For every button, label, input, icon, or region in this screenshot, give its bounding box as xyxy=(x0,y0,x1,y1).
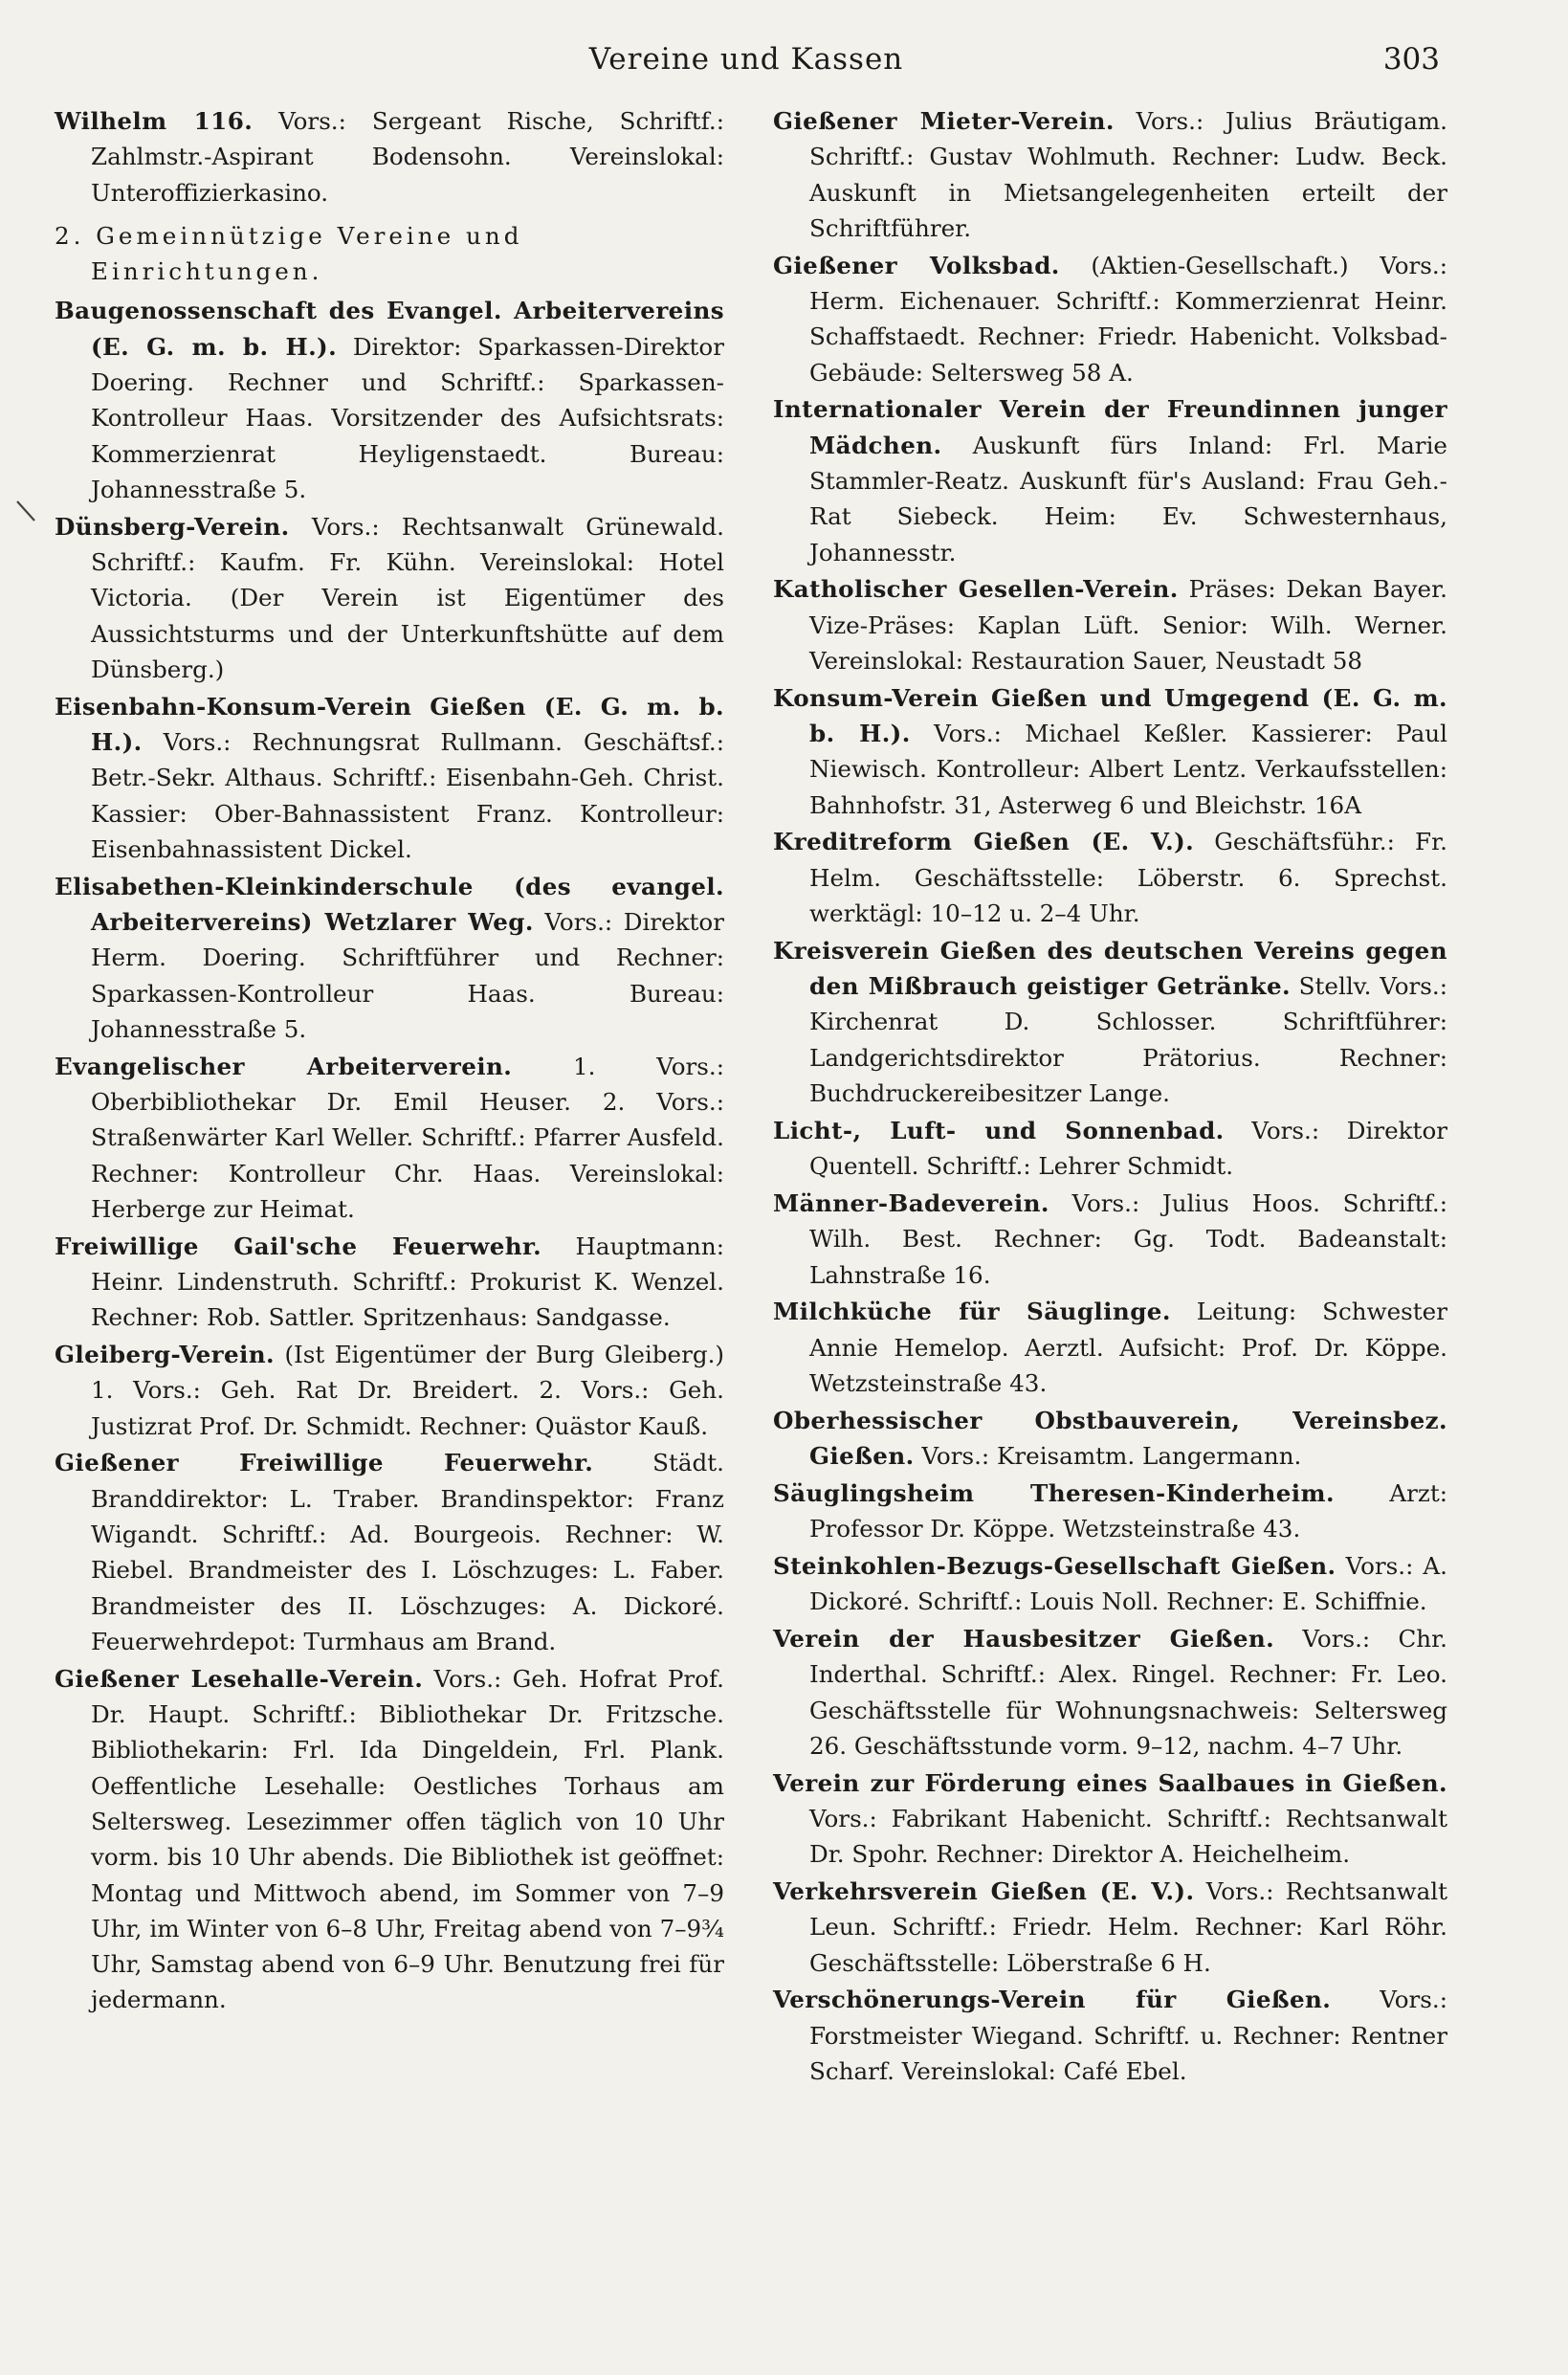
section-heading: 2. Gemeinnützige Vereine und Einrichtungen. xyxy=(55,221,523,286)
page-header xyxy=(53,42,1440,84)
entry-details: Direktor: Sparkassen-Direktor Doering. Rechner und Schriftf.: Sparkassen-Kontrolleur Haas. Vorsitzender des Aufsichtsrats: Kommerzienrat Heyligenstaedt. Bureau: Johannesstraße 5. xyxy=(91,332,724,503)
entry-name: Kreisverein Gießen des deutschen Vereins gegen den Mißbrauch geistiger Getränke. xyxy=(773,936,1447,1001)
entry-details: Vors.: Rechtsanwalt Leun. Schriftf.: Friedr. Helm. Rechner: Karl Röhr. Geschäftsstelle: Löberstraße 6 H. xyxy=(809,1877,1447,1977)
entry-details: Vors.: Direktor Herm. Doering. Schriftführer und Rechner: Sparkassen-Kontrolleur Haas. Bureau: Johannesstraße 5. xyxy=(91,908,724,1043)
entry-details: Präses: Dekan Bayer. Vize-Präses: Kaplan Lüft. Senior: Wilh. Werner. Vereinslokal: Restauration Sauer, Neustadt 58 xyxy=(809,575,1447,675)
directory-entry xyxy=(773,1403,1447,1475)
directory-entry xyxy=(55,869,724,1047)
left-column xyxy=(55,103,724,2019)
directory-entry xyxy=(55,1661,724,2018)
right-column xyxy=(773,103,1447,2091)
entry-details: Vors.: Geh. Hofrat Prof. Dr. Haupt. Schriftf.: Bibliothekar Dr. Fritzsche. Bibliothekarin: Frl. Ida Dingeldein, Frl. Plank. Oeffentliche Lesehalle: Oestliches Torhaus am Seltersweg. Lesezimmer offen täglich von 10 Uhr vorm. bis 10 Uhr abends. Die Bibliothek ist geöffnet: Montag und Mittwoch abend, im Sommer von 7–9 Uhr, im Winter von 6–8 Uhr, Freitag abend von 7–9¾ Uhr, Samstag abend von 6–9 Uhr. Benutzung frei für jedermann. xyxy=(91,1664,725,2014)
directory-entry xyxy=(773,248,1447,390)
directory-entry xyxy=(773,1113,1447,1185)
directory-entry xyxy=(773,1476,1447,1547)
directory-entry xyxy=(773,1874,1447,1981)
entry-details: Vors.: Rechnungsrat Rullmann. Geschäftsf.: Betr.-Sekr. Althaus. Schriftf.: Eisenbahn-Geh. Christ. Kassier: Ober-Bahnassistent Franz. Kontrolleur: Eisenbahnassistent Dickel. xyxy=(91,728,724,863)
entry-name: Freiwillige Gail'sche Feuerwehr. xyxy=(55,1232,542,1260)
entry-details: Vors.: A. Dickoré. Schriftf.: Louis Noll. Rechner: E. Schiffnie. xyxy=(809,1551,1447,1616)
running-title: Vereine und Kassen xyxy=(588,42,904,77)
entry-details: Vors.: Chr. Inderthal. Schriftf.: Alex. Ringel. Rechner: Fr. Leo. Geschäftsstelle für Wohnungsnachweis: Seltersweg 26. Geschäftsstunde vorm. 9–12, nachm. 4–7 Uhr. xyxy=(809,1624,1447,1760)
directory-entry xyxy=(773,103,1447,246)
entry-details: (Aktien-Gesellschaft.) Vors.: Herm. Eichenauer. Schriftf.: Kommerzienrat Heinr. Schaffstaedt. Rechner: Friedr. Habenicht. Volksbad-Gebäude: Seltersweg 58 A. xyxy=(809,251,1447,387)
entry-name: Männer-Badeverein. xyxy=(773,1188,1049,1217)
entry-details: Vors.: Rechtsanwalt Grünewald. Schriftf.: Kaufm. Fr. Kühn. Vereinslokal: Hotel Victoria. (Der Verein ist Eigentümer des Aussichtsturms und der Unterkunftshütte auf dem Dünsberg.) xyxy=(91,512,724,683)
pencil-mark-icon xyxy=(13,498,42,526)
directory-entry xyxy=(773,1548,1447,1620)
directory-entry xyxy=(773,680,1447,823)
entry-details: Hauptmann: Heinr. Lindenstruth. Schriftf.: Prokurist K. Wenzel. Rechner: Rob. Sattler. Spritzenhaus: Sandgasse. xyxy=(91,1232,725,1332)
directory-entry xyxy=(55,1445,724,1659)
directory-entry xyxy=(773,391,1447,569)
entry-name: Verein zur Förderung eines Saalbaues in Gießen. xyxy=(773,1768,1447,1797)
entry-name: Kreditreform Gießen (E. V.). xyxy=(773,828,1195,856)
entry-name: Wilhelm 116. xyxy=(55,107,254,135)
entry-name: Säuglingsheim Theresen-Kinderheim. xyxy=(773,1478,1335,1507)
entry-name: Verkehrsverein Gießen (E. V.). xyxy=(773,1877,1195,1906)
directory-entry xyxy=(773,1765,1447,1873)
directory-entry xyxy=(773,1982,1447,2089)
entry-details: Stellv. Vors.: Kirchenrat D. Schlosser. Schriftführer: Landgerichtsdirektor Prätorius. Rechner: Buchdruckereibesitzer Lange. xyxy=(809,972,1447,1108)
directory-entry xyxy=(55,1337,724,1444)
directory-entry xyxy=(55,1229,724,1336)
entry-details: Vors.: Julius Hoos. Schriftf.: Wilh. Best. Rechner: Gg. Todt. Badeanstalt: Lahnstraße 16. xyxy=(809,1188,1447,1289)
entry-name: Internationaler Verein der Freundinnen junger Mädchen. xyxy=(773,395,1447,459)
entry-name: Verschönerungs-Verein für Gießen. xyxy=(773,1986,1332,2014)
entry-details: Auskunft fürs Inland: Frl. Marie Stammler-Reatz. Auskunft für's Ausland: Frau Geh.-Rat Siebeck. Heim: Ev. Schwesternhaus, Johannesstr. xyxy=(809,431,1447,566)
entry-name: Konsum-Verein Gießen und Umgegend (E. G. m. b. H.). xyxy=(773,683,1447,748)
entry-name: Evangelischer Arbeiterverein. xyxy=(55,1052,513,1080)
directory-entry xyxy=(773,1621,1447,1764)
directory-entry xyxy=(55,1049,724,1227)
entry-details: Vors.: Julius Bräutigam. Schriftf.: Gustav Wohlmuth. Rechner: Ludw. Beck. Auskunft in Mietsangelegenheiten erteilt der Schriftführer. xyxy=(809,107,1448,242)
entry-details: Arzt: Professor Dr. Köppe. Wetzsteinstraße 43. xyxy=(809,1478,1447,1543)
entry-details: 1. Vors.: Oberbibliothekar Dr. Emil Heuser. 2. Vors.: Straßenwärter Karl Weller. Schriftf.: Pfarrer Ausfeld. Rechner: Kontrolleur Chr. Haas. Vereinslokal: Herberge zur Heimat. xyxy=(91,1052,724,1223)
directory-entry xyxy=(55,293,724,507)
entry-details: Geschäftsführ.: Fr. Helm. Geschäftsstelle: Löberstr. 6. Sprechst. werktägl: 10–12 u. 2–4 Uhr. xyxy=(809,828,1447,928)
entry-details: Vors.: Michael Keßler. Kassierer: Paul Niewisch. Kontrolleur: Albert Lentz. Verkaufsstellen: Bahnhofstr. 31, Asterweg 6 und Bleichstr. 16A xyxy=(809,720,1447,819)
entry-name: Gleiberg-Verein. xyxy=(55,1341,276,1369)
directory-entry xyxy=(773,933,1447,1111)
directory-entry xyxy=(773,1186,1447,1293)
entry-name: Gießener Mieter-Verein. xyxy=(773,107,1115,135)
entry-name: Oberhessischer Obstbauverein, Vereinsbez. Gießen. xyxy=(773,1406,1447,1470)
entry-details: (Ist Eigentümer der Burg Gleiberg.) 1. Vors.: Geh. Rat Dr. Breidert. 2. Vors.: Geh. Justizrat Prof. Dr. Schmidt. Rechner: Quästor Kauß. xyxy=(91,1341,724,1440)
entry-name: Verein der Hausbesitzer Gießen. xyxy=(773,1624,1275,1653)
entry-name: Gießener Freiwillige Feuerwehr. xyxy=(55,1449,594,1477)
directory-entry xyxy=(773,571,1447,678)
entry-name: Elisabethen-Kleinkinderschule (des evangel. Arbeitervereins) Wetzlarer Weg. xyxy=(55,872,724,937)
page-number: 303 xyxy=(1382,42,1440,77)
entry-name: Dünsberg-Verein. xyxy=(55,512,290,541)
entry-details: Vors.: Kreisamtm. Langermann. xyxy=(914,1441,1302,1470)
entry-details: Vors.: Fabrikant Habenicht. Schriftf.: Rechtsanwalt Dr. Spohr. Rechner: Direktor A. Heichelheim. xyxy=(809,1804,1447,1869)
directory-entry xyxy=(773,1294,1447,1401)
entry-name: Gießener Volksbad. xyxy=(773,251,1060,279)
entry-name: Katholischer Gesellen-Verein. xyxy=(773,575,1179,604)
entry-name: Steinkohlen-Bezugs-Gesellschaft Gießen. xyxy=(773,1551,1336,1580)
directory-entry xyxy=(55,689,724,867)
entry-name: Eisenbahn-Konsum-Verein Gießen (E. G. m. b. H.). xyxy=(55,692,724,757)
entry-details: Städt. Branddirektor: L. Traber. Brandinspektor: Franz Wigandt. Schriftf.: Ad. Bourgeois. Rechner: W. Riebel. Brandmeister des I. Löschzuges: L. Faber. Brandmeister des II. Löschzuges: A. Dickoré. Feuerwehrdepot: Turmhaus am Brand. xyxy=(91,1449,725,1655)
entry-details: Vors.: Direktor Quentell. Schriftf.: Lehrer Schmidt. xyxy=(809,1116,1448,1181)
directory-entry xyxy=(55,509,724,687)
entry-name: Milchküche für Säuglinge. xyxy=(773,1298,1171,1326)
entry-details: Vors.: Forstmeister Wiegand. Schriftf. u. Rechner: Rentner Scharf. Vereinslokal: Café Ebel. xyxy=(809,1986,1447,2086)
entry-details: Vors.: Sergeant Rische, Schriftf.: Zahlmstr.-Aspirant Bodensohn. Vereinslokal: Unteroffizierkasino. xyxy=(91,107,725,207)
entry-name: Gießener Lesehalle-Verein. xyxy=(55,1664,424,1693)
entry-name: Licht-, Luft- und Sonnenbad. xyxy=(773,1116,1225,1144)
entry-details: Leitung: Schwester Annie Hemelop. Aerztl. Aufsicht: Prof. Dr. Köppe. Wetzsteinstraße 43. xyxy=(809,1298,1447,1397)
directory-entry xyxy=(55,103,724,211)
entry-name: Baugenossenschaft des Evangel. Arbeitervereins (E. G. m. b. H.). xyxy=(55,297,724,361)
directory-entry xyxy=(773,824,1447,931)
